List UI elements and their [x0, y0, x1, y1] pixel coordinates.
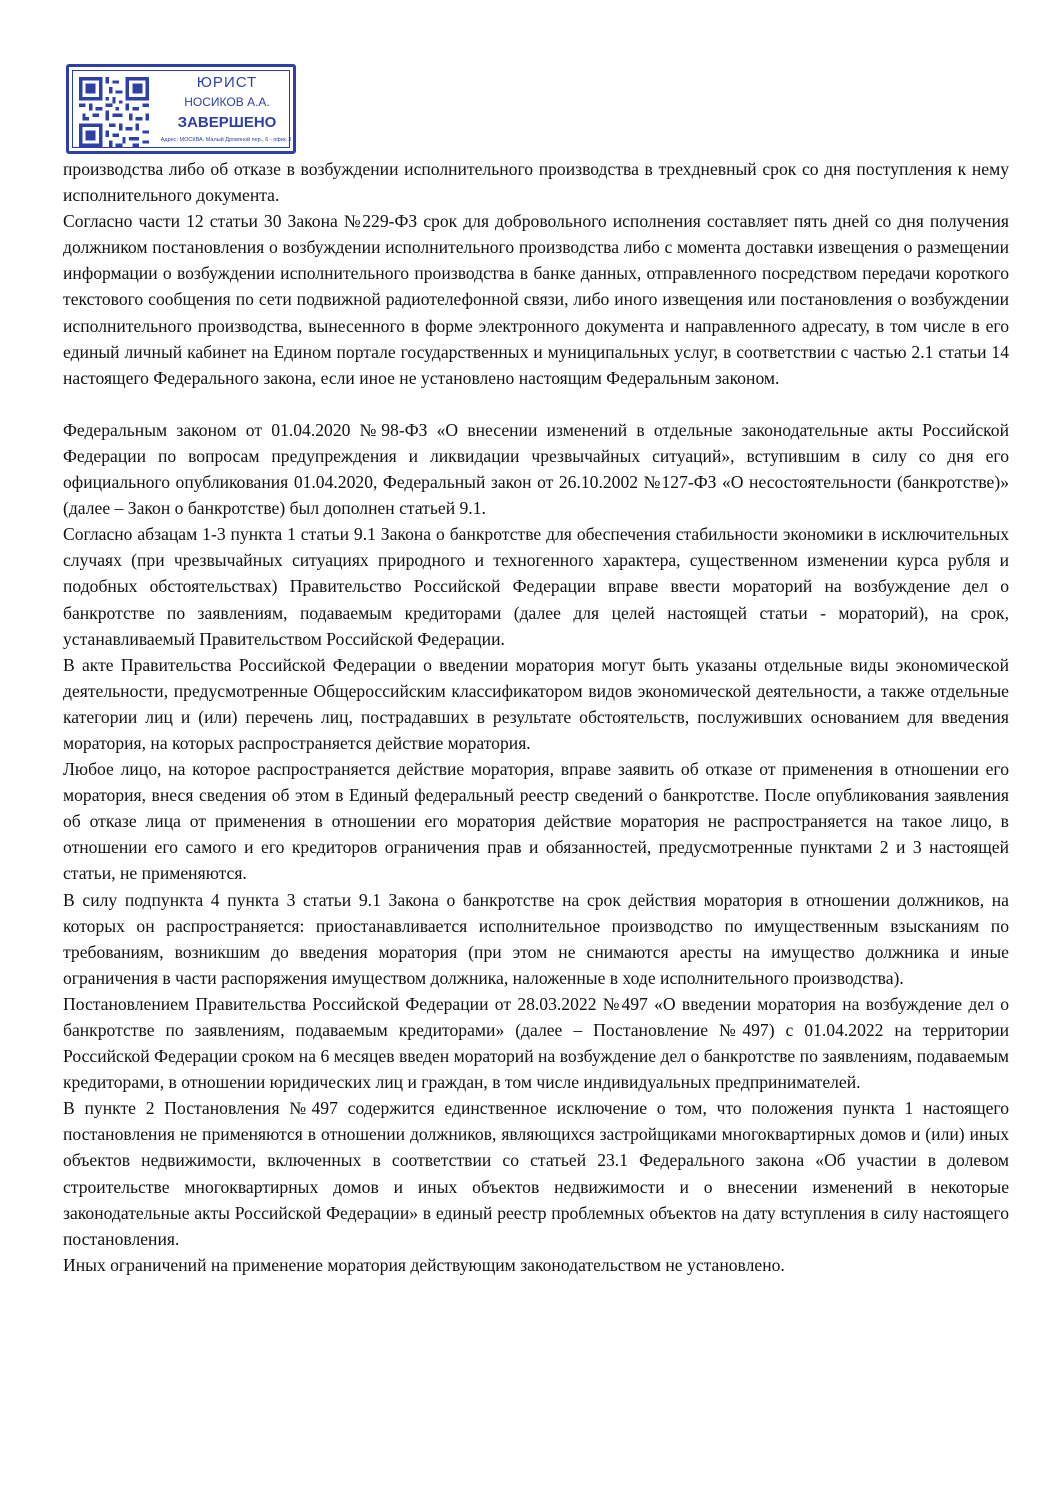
qr-code-icon	[79, 77, 149, 147]
paragraph: производства либо об отказе в возбуждении исполнительного производства в трехдневный срок со дня поступления к нему исполнительного документа.	[63, 159, 1009, 206]
paragraph: Согласно части 12 статьи 30 Закона №229-ФЗ срок для добровольного исполнения составляет пять дней со дня получения должником постановления о возбуждении исполнительного производства либо с момента доставки извещения о размещении информации о возбуждении исполнительного производства в банке данных, отправленного посредством передачи короткого текстового сообщения по сети подвижной радиотелефонной связи, либо иного извещения или постановления о возбуждении исполнительного производства, вынесенного в форме электронного документа и направленного адресату, в том числе в его единый личный кабинет на Едином портале государственных и муниципальных услуг, в соответствии с частью 2.1 статьи 14 настоящего Федерального закона, если иное не установлено настоящим Федеральным законом.	[63, 211, 1009, 388]
paragraph: Согласно абзацам 1-3 пункта 1 статьи 9.1 Закона о банкротстве для обеспечения стабильности экономики в исключительных случаях (при чрезвычайных ситуациях природного и техногенного характера, существенном изменении курса рубля и подобных обстоятельствах) Правительство Российской Федерации вправе ввести мораторий на возбуждение дел о банкротстве по заявлениям, подаваемым кредиторами (далее для целей настоящей статьи - мораторий), на срок, устанавливаемый Правительством Российской Федерации.	[63, 524, 1009, 649]
paragraph: В силу подпункта 4 пункта 3 статьи 9.1 Закона о банкротстве на срок действия моратория в отношении должников, на которых он распространяется: приостанавливается исполнительное производство по имущественным взысканиям по требованиям, возникшим до введения моратория (при этом не снимаются аресты на имущество должника и иные ограничения в части распоряжения имуществом должника, наложенные в ходе исполнительного производства).	[63, 889, 1009, 988]
paragraph: Иных ограничений на применение моратория действующим законодательством не установлено.	[63, 1254, 785, 1275]
stamp-name: НОСИКОВ А.А.	[184, 95, 270, 109]
stamp-address: Адрес: МОСКВА, Малый Дровяной пер., 6 - офис 3	[160, 137, 292, 143]
document-body	[63, 156, 1009, 1278]
paragraph: Федеральным законом от 01.04.2020 №98-ФЗ «О внесении изменений в отдельные законодательные акты Российской Федерации по вопросам предупреждения и ликвидации чрезвычайных ситуаций», вступившим в силу со дня его официального опубликования 01.04.2020, Федеральный закон от 26.10.2002 №127-ФЗ «О несостоятельности (банкротстве)» (далее – Закон о банкротстве) был дополнен статьей 9.1.	[63, 419, 1009, 519]
stamp-inner-frame	[72, 70, 290, 148]
paragraph: Постановлением Правительства Российской Федерации от 28.03.2022 №497 «О введении моратория на возбуждение дел о банкротстве по заявлениям, подаваемым кредиторами» (далее – Постановление №497) с 01.04.2022 на территории Российской Федерации сроком на 6 месяцев введен мораторий на возбуждение дел о банкротстве по заявлениям, подаваемым кредиторами, в отношении юридических лиц и граждан, в том числе индивидуальных предпринимателей.	[63, 993, 1009, 1093]
stamp-title: ЮРИСТ	[196, 74, 258, 91]
stamp-status: ЗАВЕРШЕНО	[177, 114, 277, 131]
paragraph: В пункте 2 Постановления №497 содержится единственное исключение о том, что положения пункта 1 настоящего постановления не применяются в отношении должников, являющихся застройщиками многоквартирных домов и (или) иных объектов недвижимости, включенных в соответствии со статьей 23.1 Федерального закона «Об участии в долевом строительстве многоквартирных домов и иных объектов недвижимости и о внесении изменений в некоторые законодательные акты Российской Федерации» в единый реестр проблемных объектов на дату вступления в силу настоящего постановления.	[63, 1098, 1009, 1249]
lawyer-stamp	[66, 64, 296, 154]
paragraph: Любое лицо, на которое распространяется действие моратория, вправе заявить об отказе от применения в отношении его моратория, внеся сведения об этом в Единый федеральный реестр сведений о банкротстве. После опубликования заявления об отказе лица от применения в отношении его моратория действие моратория не распространяется на такое лицо, в отношении его самого и его кредиторов ограничения прав и обязанностей, предусмотренные пунктами 2 и 3 настоящей статьи, не применяются.	[63, 759, 1009, 884]
paragraph: В акте Правительства Российской Федерации о введении моратория могут быть указаны отдельные виды экономической деятельности, предусмотренные Общероссийским классификатором видов экономической деятельности, а также отдельные категории лиц и (или) перечень лиц, пострадавших в результате обстоятельств, послуживших основанием для введения моратория, на которых распространяется действие моратория.	[63, 654, 1009, 753]
